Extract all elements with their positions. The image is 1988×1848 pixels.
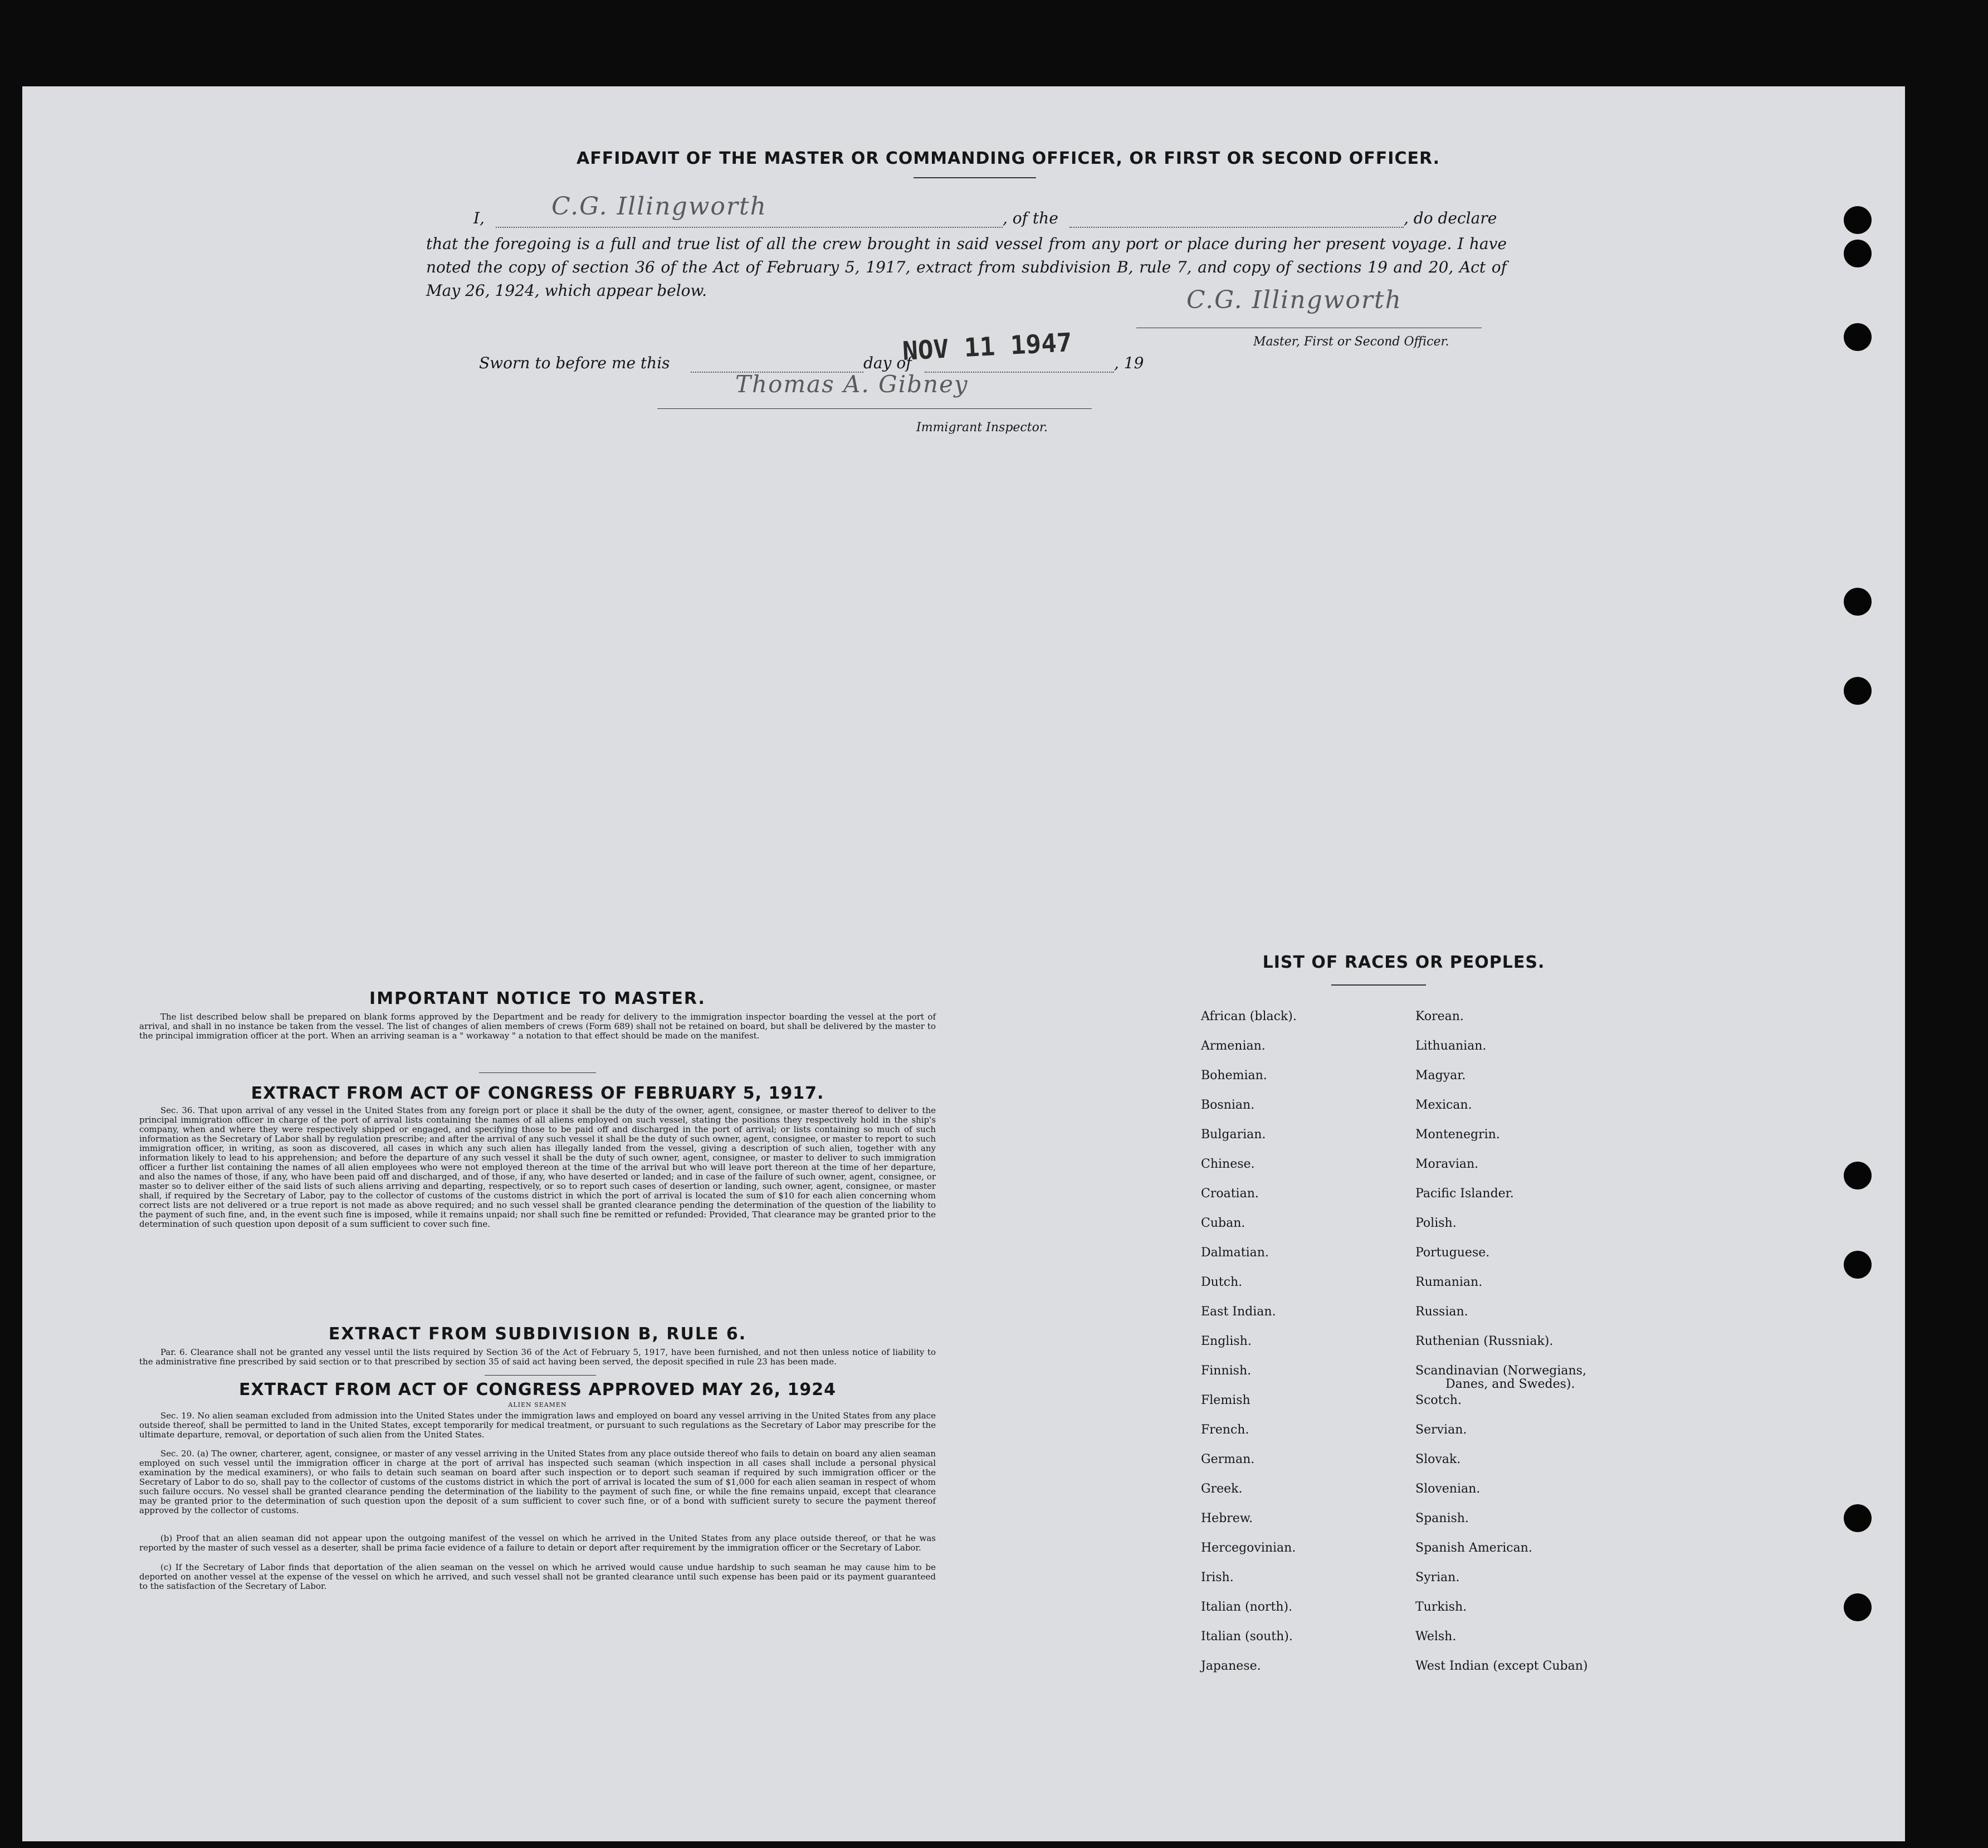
extract-1924-title: EXTRACT FROM ACT OF CONGRESS APPROVED MAY 26, 1924 — [239, 1380, 836, 1400]
race-item: Polish. — [1415, 1216, 1457, 1230]
race-item: Ruthenian (Russniak). — [1415, 1334, 1554, 1348]
race-item: African (black). — [1201, 1010, 1297, 1023]
race-item: Italian (north). — [1201, 1600, 1293, 1614]
inspector-caption: Immigrant Inspector. — [916, 421, 1048, 435]
date-stamp: NOV 11 1947 — [901, 327, 1073, 366]
race-item: French. — [1201, 1423, 1249, 1437]
race-item: Russian. — [1415, 1305, 1468, 1319]
punch-hole — [1844, 323, 1872, 351]
i-label: I, — [473, 209, 485, 227]
race-item: Montenegrin. — [1415, 1128, 1500, 1142]
race-item: Spanish. — [1415, 1511, 1469, 1525]
race-item: English. — [1201, 1334, 1252, 1348]
punch-hole — [1844, 588, 1872, 616]
race-item: East Indian. — [1201, 1305, 1276, 1319]
race-item: Slovak. — [1415, 1452, 1461, 1466]
punch-hole — [1844, 677, 1872, 705]
affidavit-title: AFFIDAVIT OF THE MASTER OR COMMANDING OFFICER, OR FIRST OR SECOND OFFICER. — [576, 149, 1440, 168]
subdivision-b-title: EXTRACT FROM SUBDIVISION B, RULE 6. — [328, 1324, 747, 1344]
race-item: German. — [1201, 1452, 1255, 1466]
affidavit-body: that the foregoing is a full and true list of all the crew brought in said vessel from any port or place during her present voyage. I have noted the copy of section 36 of the Act of February 5, 1917, extract from subdivision B, rule 7, and copy of sections 19 and 20, Act of May 26, 1924, which appear below. — [426, 235, 1507, 300]
race-item: West Indian (except Cuban) — [1415, 1659, 1588, 1673]
punch-hole — [1844, 1251, 1872, 1279]
document-page — [22, 86, 1905, 1841]
race-item: Flemish — [1201, 1393, 1251, 1407]
section-20c-text: (c) If the Secretary of Labor finds that deportation of the alien seaman on the vessel on which he arrived would cause undue hardship to such seaman he may cause him to be deported on another vessel at the expense of the vessel on which he arrived, and such vessel shall not be granted clearance until such expense has been paid or its payment guaranteed to the satisfaction of the Secretary of Labor. — [139, 1562, 936, 1591]
race-item: Greek. — [1201, 1482, 1243, 1496]
race-item: Syrian. — [1415, 1571, 1460, 1584]
vessel-line — [1069, 227, 1404, 228]
race-item: Pacific Islander. — [1415, 1187, 1514, 1201]
master-signature: C.G. Illingworth — [1186, 286, 1402, 314]
race-item: Magyar. — [1415, 1069, 1466, 1083]
races-title: LIST OF RACES OR PEOPLES. — [1262, 953, 1545, 972]
race-item: Finnish. — [1201, 1364, 1252, 1378]
race-item: Mexican. — [1415, 1098, 1472, 1112]
race-item: Japanese. — [1201, 1659, 1261, 1673]
divider — [479, 1072, 596, 1073]
race-item-continuation: Danes, and Swedes). — [1445, 1377, 1575, 1391]
do-declare-label: , do declare — [1404, 209, 1497, 227]
inspector-signature: Thomas A. Gibney — [735, 370, 969, 398]
race-item: Lithuanian. — [1415, 1039, 1487, 1053]
race-item: Moravian. — [1415, 1157, 1479, 1171]
race-item: Dutch. — [1201, 1275, 1243, 1289]
day-of-label: day of — [863, 354, 912, 372]
extract-1917-text: Sec. 36. That upon arrival of any vessel in the United States from any foreign port or place it shall be the duty of the owner, agent, consignee, or master thereof to deliver to the principal immigration officer in charge of the port of arrival lists containing the names of all aliens employed on such vessel, stating the positions they respectively hold in the ship's company, when and where they were respectively shipped or engaged, and specifying those to be paid off and discharged in the port of arrival; or lists containing so much of such information as the Secretary of Labor shall by regulation prescribe; and after the arrival of any such vessel it shall be the duty of such owner, agent, consignee, or master to report to such immigration officer, in writing, as soon as discovered, all cases in which any such alien has illegally landed from the vessel, giving a description of such alien, together with any information likely to lead to his apprehension; and before the departure of any such vessel it shall be the duty of such owner, agent, consignee, or master to deliver to such immigration officer a further list containing the names of all alien employees who were not employed thereon at the time of the arrival but who will leave port thereon at the time of her departure, and also the names of those, if any, who have been paid off and discharged, and of those, if any, who have deserted or landed; and in case of the failure of such owner, agent, consignee, or master so to deliver either of the said lists of such aliens arriving and departing, respectively, or so to report such cases of desertion or landing, such owner, agent, consignee, or master shall, if required by the Secretary of Labor, pay to the collector of customs of the customs district in which the port of arrival is located the sum of $10 for each alien concerning whom correct lists are not delivered or a true report is not made as above required; and no such vessel shall be granted clearance pending the determination of the question of the liability to the payment of such fine, and, in the event such fine is imposed, while it remains unpaid; nor shall such fine be remitted or refunded: Provided, That clearance may be granted prior to the determination of such question upon deposit of a sum sufficient to cover such fine. — [139, 1105, 936, 1229]
notice-text: The list described below shall be prepared on blank forms approved by the Department and be ready for delivery to the immigration inspector boarding the vessel at the port of arrival, and shall in no instance be taken from the vessel. The list of changes of alien members of crews (Form 689) shall not be retained on board, but shall be delivered by the master to the principal immigration officer at the port. When an arriving seaman is a " workaway " a notation to that effect should be made on the manifest. — [139, 1012, 936, 1041]
race-item: Croatian. — [1201, 1187, 1259, 1201]
extract-1917-title: EXTRACT FROM ACT OF CONGRESS OF FEBRUARY 5, 1917. — [251, 1084, 824, 1103]
section-20b-text: (b) Proof that an alien seaman did not appear upon the outgoing manifest of the vessel on which he arrived in the United States from any place outside thereof, or that he was reported by the master of such vessel as a deserter, shall be prima facie evidence of a failure to detain or deport after requirement by the immigration officer or the Secretary of Labor. — [139, 1533, 936, 1553]
race-item: Slovenian. — [1415, 1482, 1481, 1496]
master-caption: Master, First or Second Officer. — [1253, 335, 1449, 349]
master-name-handwritten: C.G. Illingworth — [551, 192, 767, 221]
race-item: Hercegovinian. — [1201, 1541, 1296, 1555]
section-20a-text: Sec. 20. (a) The owner, charterer, agent, consignee, or master of any vessel arriving in the United States from any place outside thereof who fails to detain on board any alien seaman employed on such vessel until the immigration officer in charge at the port of arrival has inspected such seaman (which inspection in all cases shall include a personal physical examination by the medical examiners), or who fails to detain such seaman on board after such inspection or to deport such seaman if required by such immigration officer or the Secretary of Labor to do so, shall pay to the collector of customs of the customs district in which the port of arrival is located the sum of $1,000 for each alien seaman in respect of whom such failure occurs. No vessel shall be granted clearance pending the determination of the liability to the payment of such fine, or while the fine remains unpaid, except that clearance may be granted prior to the determination of such question upon the deposit of a sum sufficient to cover such fine, or of a bond with sufficient surety to secure the payment thereof approved by the collector of customs. — [139, 1449, 936, 1515]
race-item: Irish. — [1201, 1571, 1234, 1584]
race-item: Dalmatian. — [1201, 1246, 1269, 1260]
race-item: Spanish American. — [1415, 1541, 1532, 1555]
divider — [914, 177, 1036, 178]
divider — [1331, 984, 1426, 986]
divider — [485, 1375, 596, 1376]
sworn-label: Sworn to before me this — [479, 354, 670, 372]
race-item: Welsh. — [1415, 1630, 1457, 1644]
alien-seamen-subtitle: ALIEN SEAMEN — [508, 1401, 567, 1408]
section-19-text: Sec. 19. No alien seaman excluded from admission into the United States under the immigration laws and employed on board any vessel arriving in the United States from any place outside thereof, shall be permitted to land in the United States, except temporarily for medical treatment, or pursuant to such regulations as the Secretary of Labor may prescribe for the ultimate departure, removal, or deportation of such alien from the United States. — [139, 1411, 936, 1440]
race-item: Bulgarian. — [1201, 1128, 1266, 1142]
race-item: Turkish. — [1415, 1600, 1467, 1614]
race-item: Scandinavian (Norwegians, — [1415, 1364, 1586, 1378]
punch-hole — [1844, 206, 1872, 234]
race-item: Italian (south). — [1201, 1630, 1293, 1644]
race-item: Rumanian. — [1415, 1275, 1483, 1289]
race-item: Armenian. — [1201, 1039, 1266, 1053]
race-item: Cuban. — [1201, 1216, 1245, 1230]
punch-hole — [1844, 1504, 1872, 1532]
race-item: Chinese. — [1201, 1157, 1255, 1171]
race-item: Servian. — [1415, 1423, 1467, 1437]
notice-title: IMPORTANT NOTICE TO MASTER. — [369, 989, 706, 1008]
of-the-label: , of the — [1003, 209, 1058, 227]
race-item: Korean. — [1415, 1010, 1464, 1023]
year-prefix: , 19 — [1114, 354, 1144, 372]
race-item: Scotch. — [1415, 1393, 1462, 1407]
inspector-signature-line — [657, 408, 1092, 409]
race-item: Portuguese. — [1415, 1246, 1490, 1260]
punch-hole — [1844, 240, 1872, 267]
race-item: Bohemian. — [1201, 1069, 1267, 1083]
punch-hole — [1844, 1162, 1872, 1189]
subdivision-b-text: Par. 6. Clearance shall not be granted any vessel until the lists required by Section 36 of the Act of February 5, 1917, have been furnished, and not then unless notice of liability to the administrative fine prescribed by said section or to that prescribed by section 35 of said act having been served, the deposit specified in rule 23 has been made. — [139, 1347, 936, 1367]
name-line — [496, 227, 1003, 228]
race-item: Bosnian. — [1201, 1098, 1255, 1112]
punch-hole — [1844, 1593, 1872, 1621]
race-item: Hebrew. — [1201, 1511, 1253, 1525]
